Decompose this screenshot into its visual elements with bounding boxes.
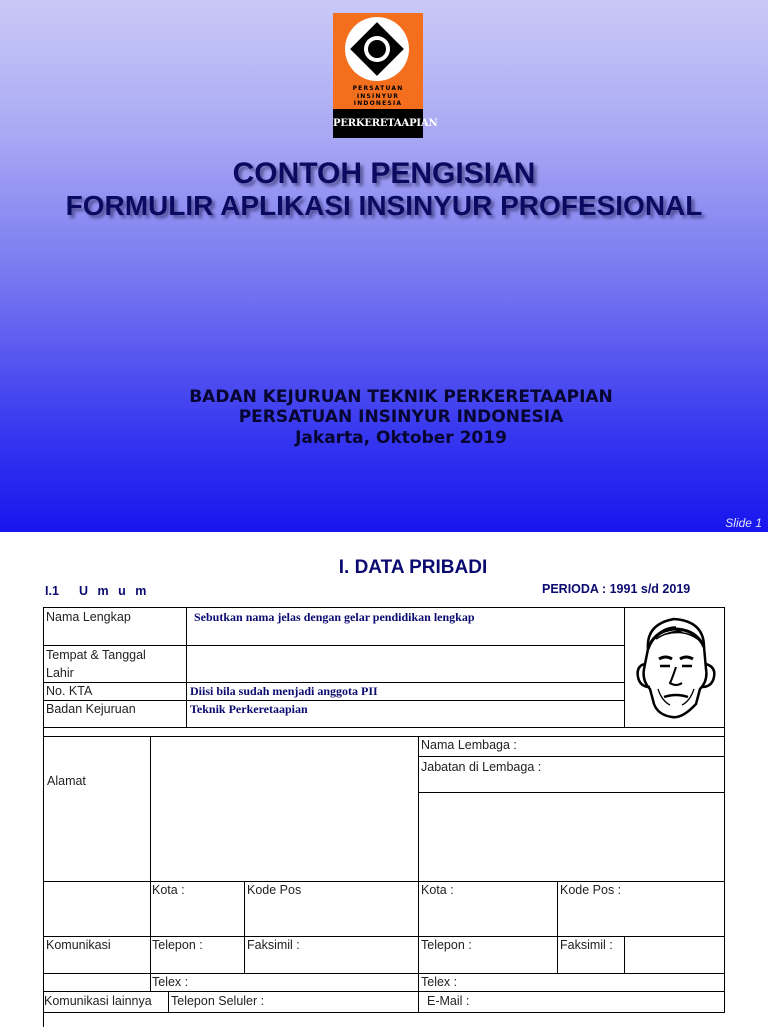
telex-label-1: Telex :: [152, 975, 189, 989]
logo-text-line: PERSATUAN: [352, 85, 404, 92]
badan-kejuruan-value[interactable]: Teknik Perkeretaapian: [190, 702, 308, 716]
section-title: I. DATA PRIBADI: [338, 557, 488, 578]
subsection-label: U m u m: [79, 584, 150, 598]
telepon-label-1: Telepon :: [152, 938, 203, 952]
logo-circle: [345, 17, 409, 81]
telex-label-2: Telex :: [421, 975, 458, 989]
subsection-number: I.1: [45, 584, 59, 598]
kode-pos-label-1: Kode Pos: [247, 883, 302, 897]
alamat-label: Alamat: [47, 774, 86, 788]
email-label: E-Mail :: [427, 994, 470, 1008]
tempat-tanggal-lahir-label-2: Lahir: [46, 666, 74, 680]
nama-lengkap-label: Nama Lengkap: [46, 610, 131, 624]
pii-perkeretaapian-logo: [333, 13, 438, 138]
data-pribadi-slide: [0, 532, 768, 1024]
tempat-tanggal-lahir-label: Tempat & Tanggal: [46, 648, 146, 662]
face-sketch-icon: [626, 609, 724, 725]
logo-center-dot: [368, 40, 386, 58]
logo-text-line: INSINYUR: [356, 92, 400, 100]
nama-lengkap-value[interactable]: Sebutkan nama jelas dengan gelar pendidikan lengkap: [194, 610, 475, 624]
slide-title-line-2: FORMULIR APLIKASI INSINYUR PROFESIONAL: [65, 190, 703, 221]
komunikasi-label: Komunikasi: [46, 938, 111, 952]
logo-orange-panel: [333, 13, 423, 109]
subtitle-place-date: Jakarta, Oktober 2019: [295, 428, 507, 448]
telepon-label-2: Telepon :: [421, 938, 472, 952]
logo-text-line: INDONESIA: [353, 100, 403, 107]
slide-title-line-1: CONTOH PENGISIAN: [232, 157, 536, 190]
kota-label-1: Kota :: [152, 883, 185, 897]
subtitle-organization: BADAN KEJURUAN TEKNIK PERKERETAAPIAN: [189, 387, 613, 407]
badan-kejuruan-label: Badan Kejuruan: [46, 702, 136, 716]
jabatan-lembaga-label: Jabatan di Lembaga :: [421, 760, 542, 774]
no-kta-label: No. KTA: [46, 684, 93, 698]
nama-lembaga-label: Nama Lembaga :: [421, 738, 517, 752]
logo-text: [333, 85, 423, 108]
periode-label: PERIODA : 1991 s/d 2019: [542, 582, 691, 596]
faksimil-label-1: Faksimil :: [247, 938, 300, 952]
kode-pos-label-2: Kode Pos :: [560, 883, 622, 897]
komunikasi-lainnya-label: Komunikasi lainnya: [44, 994, 152, 1008]
slide-number: Slide 1: [725, 516, 762, 530]
subtitle-association: PERSATUAN INSINYUR INDONESIA: [238, 407, 564, 427]
logo-band-label: PERKERETAAPIAN: [333, 109, 423, 138]
tempat-tanggal-lahir-field[interactable]: [190, 650, 620, 678]
kota-label-2: Kota :: [421, 883, 454, 897]
telepon-seluler-label: Telepon Seluler :: [171, 994, 265, 1008]
profile-photo: [626, 609, 724, 725]
no-kta-value[interactable]: Diisi bila sudah menjadi anggota PII: [190, 684, 378, 698]
faksimil-label-2: Faksimil :: [560, 938, 613, 952]
